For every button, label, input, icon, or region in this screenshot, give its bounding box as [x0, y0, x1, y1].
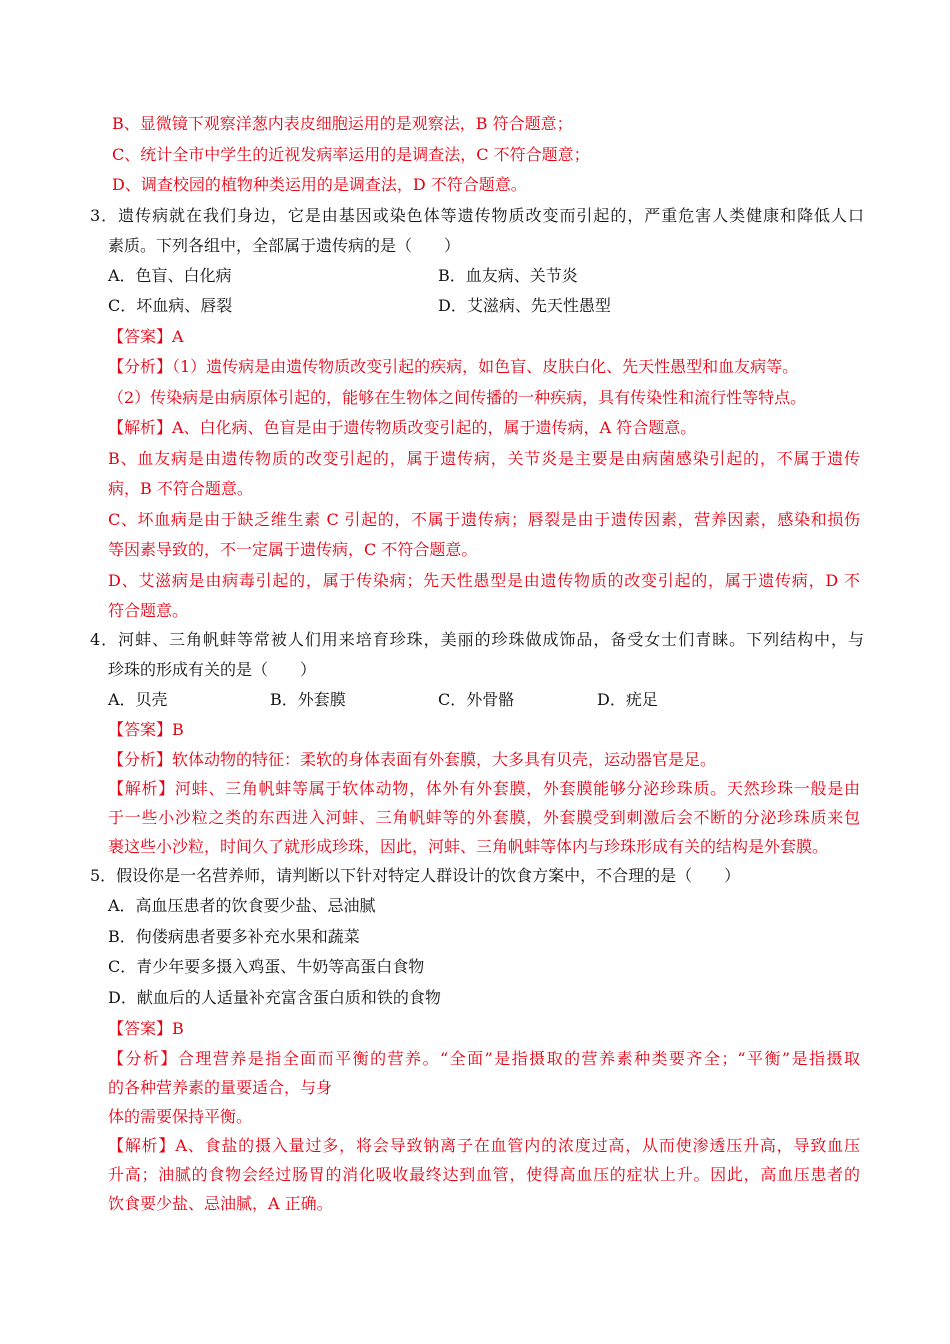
q3-explain-3: 病，B 不符合题意。 — [108, 479, 253, 498]
q5-explain-1: 【解析】A、食盐的摄入量过多，将会导致钠离子在血管内的浓度过高，从而使渗透压升高，导致血压 — [108, 1136, 860, 1155]
q5-explain-2: 升高；油腻的食物会经过肠胃的消化吸收最终达到血管，使得高血压的症状上升。因此，高血压患者的 — [108, 1165, 860, 1184]
q4-option-d: D．疣足 — [597, 690, 658, 709]
q5-answer: 【答案】B — [108, 1019, 184, 1038]
prev-explain-c: C、统计全市中学生的近视发病率运用的是调查法，C 不符合题意； — [112, 145, 590, 164]
q3-option-b: B．血友病、关节炎 — [438, 266, 578, 285]
q4-option-a: A．贝壳 — [108, 690, 168, 709]
q3-analysis-1: 【分析】（1）遗传病是由遗传物质改变引起的疾病，如色盲、皮肤白化、先天性愚型和血友病等。 — [108, 357, 799, 376]
q3-answer: 【答案】A — [108, 327, 184, 346]
q3-option-a: A．色盲、白化病 — [108, 266, 232, 285]
q3-analysis-2: （2）传染病是由病原体引起的，能够在生物体之间传播的一种疾病，具有传染性和流行性等特点。 — [108, 388, 807, 407]
q5-option-b: B．佝偻病患者要多补充水果和蔬菜 — [108, 927, 360, 946]
q3-option-c: C．坏血病、唇裂 — [108, 296, 233, 315]
q3-explain-5: 等因素导致的，不一定属于遗传病，C 不符合题意。 — [108, 540, 478, 559]
q4-stem-line1: 4．河蚌、三角帆蚌等常被人们用来培育珍珠，美丽的珍珠做成饰品，备受女士们青睐。下列结构中，与 — [90, 630, 864, 649]
q4-option-c: C．外骨骼 — [438, 690, 515, 709]
q3-explain-4: C、坏血病是由于缺乏维生素 C 引起的，不属于遗传病；唇裂是由于遗传因素，营养因素，感染和损伤 — [108, 510, 860, 529]
q4-explain-3: 裹这些小沙粒，时间久了就形成珍珠，因此，河蚌、三角帆蚌等体内与珍珠形成有关的结构是外套膜。 — [108, 837, 829, 856]
q4-explain-1: 【解析】河蚌、三角帆蚌等属于软体动物，体外有外套膜，外套膜能够分泌珍珠质。天然珍珠一般是由 — [108, 779, 860, 798]
q5-explain-3: 饮食要少盐、忌油腻，A 正确。 — [108, 1194, 333, 1213]
q4-analysis: 【分析】软体动物的特征：柔软的身体表面有外套膜，大多具有贝壳，运动器官是足。 — [108, 750, 717, 769]
q4-option-b: B．外套膜 — [270, 690, 346, 709]
q4-explain-2: 于一些小沙粒之类的东西进入河蚌、三角帆蚌等的外套膜，外套膜受到刺激后会不断的分泌珍珠质来包 — [108, 808, 860, 827]
q4-stem-line2: 珍珠的形成有关的是（ ） — [108, 660, 317, 679]
prev-explain-d: D、调查校园的植物种类运用的是调查法，D 不符合题意。 — [112, 175, 527, 194]
q3-stem-line2: 素质。下列各组中，全部属于遗传病的是（ ） — [108, 236, 461, 255]
prev-explain-b: B、显微镜下观察洋葱内表皮细胞运用的是观察法，B 符合题意； — [112, 114, 573, 133]
q5-option-c: C．青少年要多摄入鸡蛋、牛奶等高蛋白食物 — [108, 957, 425, 976]
q5-analysis-2: 的各种营养素的量要适合，与身 — [108, 1078, 333, 1097]
q3-explain-2: B、血友病是由遗传物质的改变引起的，属于遗传病，关节炎是主要是由病菌感染引起的，不属于遗传 — [108, 449, 860, 468]
q5-analysis-3: 体的需要保持平衡。 — [108, 1107, 253, 1126]
q3-stem-line1: 3．遗传病就在我们身边，它是由基因或染色体等遗传物质改变而引起的，严重危害人类健康和降低人口 — [90, 206, 864, 225]
q3-explain-6: D、艾滋病是由病毒引起的，属于传染病；先天性愚型是由遗传物质的改变引起的，属于遗传病，D 不 — [108, 571, 860, 590]
q3-explain-1: 【解析】A、白化病、色盲是由于遗传物质改变引起的，属于遗传病，A 符合题意。 — [108, 418, 697, 437]
q3-explain-7: 符合题意。 — [108, 601, 189, 620]
q4-answer: 【答案】B — [108, 720, 184, 739]
q5-analysis-1: 【分析】合理营养是指全面而平衡的营养。“全面”是指摄取的营养素种类要齐全；“平衡”是指摄取 — [108, 1049, 860, 1068]
q3-option-d: D．艾滋病、先天性愚型 — [438, 296, 611, 315]
q5-option-a: A．高血压患者的饮食要少盐、忌油腻 — [108, 896, 376, 915]
q5-option-d: D．献血后的人适量补充富含蛋白质和铁的食物 — [108, 988, 441, 1007]
q5-stem: 5．假设你是一名营养师，请判断以下针对特定人群设计的饮食方案中，不合理的是（ ） — [90, 866, 741, 885]
